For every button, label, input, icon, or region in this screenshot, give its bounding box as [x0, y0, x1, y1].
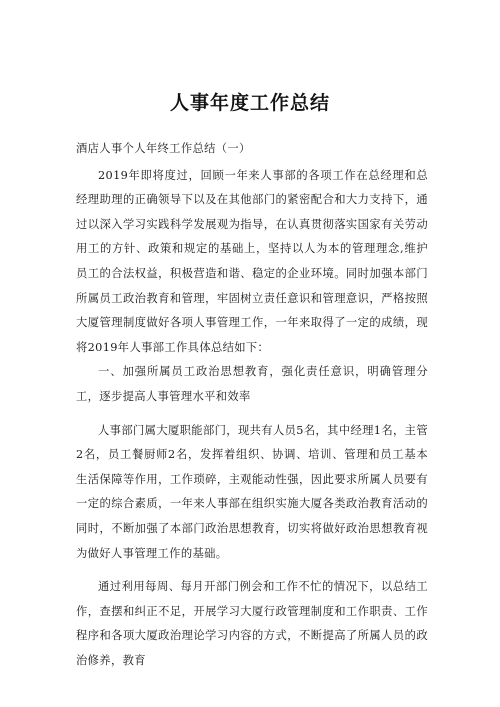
- document-body: [76, 137, 428, 673]
- page-title: 人事年度工作总结: [169, 92, 330, 114]
- paragraph-staff: 人事部门属大厦职能部门，现共有人员5名，其中经理1名，主管2名，员工餐厨师2名，发挥着组织、协调、培训、管理和员工基本生活保障等作用，工作琐碎，主观能动性强，因此要求所属人员要有一定的综合素质，一年来人事部在组织实施大厦各类政治教育活动的同时，不断加强了本部门政治思想教育，切实将做好政治思想教育视为做好人事管理工作的基础。: [76, 423, 428, 560]
- paragraph-meetings: 通过利用每周、每月开部门例会和工作不忙的情况下，以总结工作，查摆和纠正不足，开展学习大厦行政管理制度和工作职责、工作程序和各项大厦政治理论学习内容的方式，不断提高了所属人员的政治修养，教育: [76, 580, 428, 667]
- paragraph-heading-one: 一、加强所属员工政治思想教育，强化责任意识，明确管理分工，逐步提高人事管理水平和效率: [76, 365, 428, 403]
- paragraph-intro: 2019年即将度过，回顾一年来人事部的各项工作在总经理和总经理助理的正确领导下以及在其他部门的紧密配合和大力支持下，通过以深入学习实践科学发展观为指导，在认真贯彻落实国家有关劳动用工的方针、政策和规定的基础上，坚持以人为本的管理理念,维护员工的合法权益，积极营造和谐、稳定的企业环境。同时加强本部门所属员工政治教育和管理，牢固树立责任意识和管理意识，严格按照大厦管理制度做好各项人事管理工作，一年来取得了一定的成绩，现将2019年人事部工作具体总结如下：: [76, 168, 428, 354]
- section-subtitle: 酒店人事个人年终工作总结（一）: [76, 142, 251, 155]
